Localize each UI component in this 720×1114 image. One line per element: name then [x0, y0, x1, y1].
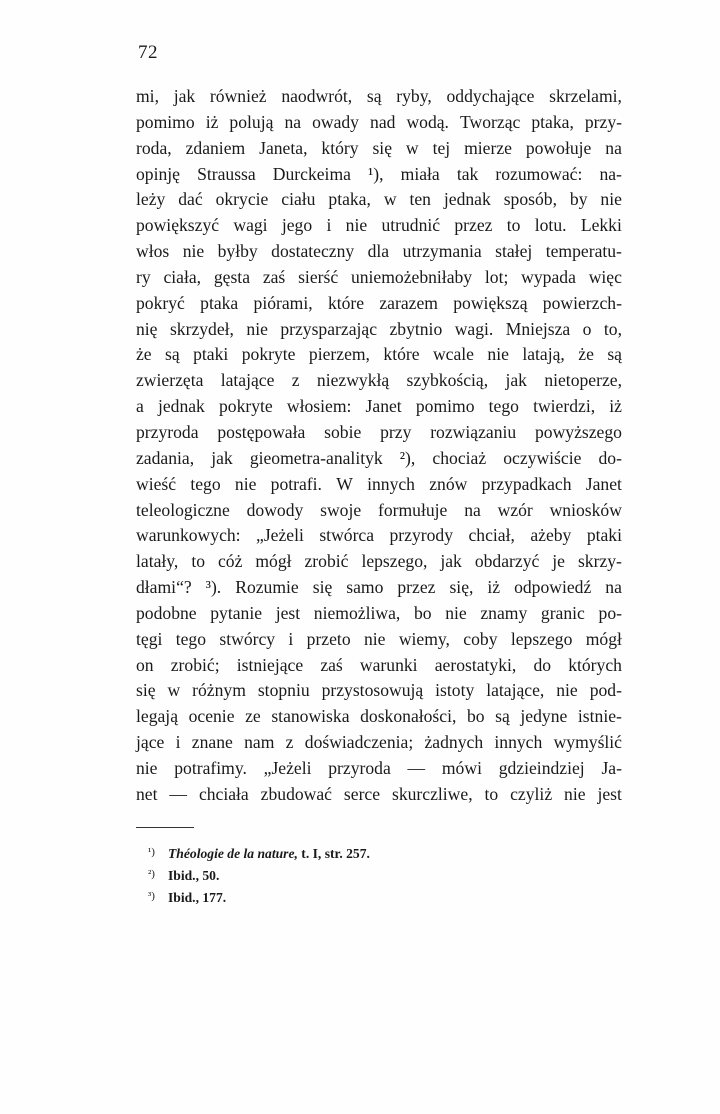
text-line: opinję Straussa Durckeima ¹), miała tak rozumować: na- — [136, 163, 622, 184]
footnote-marker: ¹) — [148, 846, 155, 858]
text-line: powiększyć wagi jego i nie utrudnić przez to lotu. Lekki — [136, 215, 622, 236]
text-line: ry ciała, gęsta zaś sierść uniemożebniłaby lot; wypada więc — [136, 266, 622, 287]
footnote-marker: ³) — [148, 890, 155, 902]
footnote-title: Théologie de la nature, — [168, 846, 298, 861]
text-line: leży dać okrycie ciału ptaka, w ten jednak sposób, by nie — [136, 189, 622, 210]
footnote-2 — [148, 864, 370, 886]
text-line: latały, to cóż mógł zrobić lepszego, jak obdarzyć je skrzy- — [136, 551, 622, 572]
footnote-reference: Ibid., 50. — [168, 868, 220, 883]
text-line: net — chciała zbudować serce skurczliwe, to czyliż nie jest — [136, 783, 622, 804]
text-line: on zrobić; istniejące zaś warunki aerostatyki, do których — [136, 654, 622, 675]
text-line: wieść tego nie potrafi. W innych znów przypadkach Janet — [136, 473, 622, 494]
body-text — [136, 84, 622, 808]
text-line: nię skrzydeł, nie przysparzając zbytnio wagi. Mniejsza o to, — [136, 318, 622, 339]
text-line: że są ptaki pokryte pierzem, które wcale nie latają, że są — [136, 344, 622, 365]
footnote-reference: Ibid., 177. — [168, 890, 227, 905]
text-line: a jednak pokryte włosiem: Janet pomimo tego twierdzi, iż — [136, 396, 622, 417]
text-line: podobne pytanie jest niemożliwa, bo nie znamy granic po- — [136, 602, 622, 623]
text-line: warunkowych: „Jeżeli stwórca przyrody chciał, ażeby ptaki — [136, 525, 622, 546]
text-line: zwierzęta latające z niezwykłą szybkością, jak nietoperze, — [136, 370, 622, 391]
text-line: pokryć ptaka piórami, które zarazem powiększą powierzch- — [136, 292, 622, 313]
text-line: jące i znane nam z doświadczenia; żadnych innych wymyślić — [136, 732, 622, 753]
text-line: przyroda postępowała sobie przy rozwiązaniu powyższego — [136, 421, 622, 442]
text-line: nie potrafimy. „Jeżeli przyroda — mówi gdzieindziej Ja- — [136, 757, 622, 778]
text-line: tęgi tego stwórcy i przeto nie wiemy, coby lepszego mógł — [136, 628, 622, 649]
footnote-3 — [148, 886, 370, 908]
text-line: zadania, jak gieometra-analityk ²), chociaż oczywiście do- — [136, 447, 622, 468]
footnotes — [148, 842, 370, 908]
footnote-reference: t. I, str. 257. — [297, 846, 370, 861]
text-line: się w różnym stopniu przystosowują istoty latające, nie pod- — [136, 680, 622, 701]
footnote-marker: ²) — [148, 868, 155, 880]
text-line: roda, zdaniem Janeta, który się w tej mierze powołuje na — [136, 137, 622, 158]
page-number: 72 — [138, 42, 158, 63]
text-line: mi, jak również naodwrót, są ryby, oddychające skrzelami, — [136, 86, 622, 106]
text-line: legają ocenie ze stanowiska doskonałości, bo są jedyne istnie- — [136, 706, 622, 727]
footnote-1 — [148, 842, 370, 864]
text-line: pomimo iż polują na owady nad wodą. Tworząc ptaka, przy- — [136, 111, 622, 132]
text-line: włos nie byłby dostateczny dla utrzymania stałej temperatu- — [136, 241, 622, 262]
text-line: dłami“? ³). Rozumie się samo przez się, iż odpowiedź na — [136, 577, 622, 598]
text-line: teleologiczne dowody swoje formułuje na wzór wniosków — [136, 499, 622, 520]
footnote-divider — [136, 827, 194, 828]
